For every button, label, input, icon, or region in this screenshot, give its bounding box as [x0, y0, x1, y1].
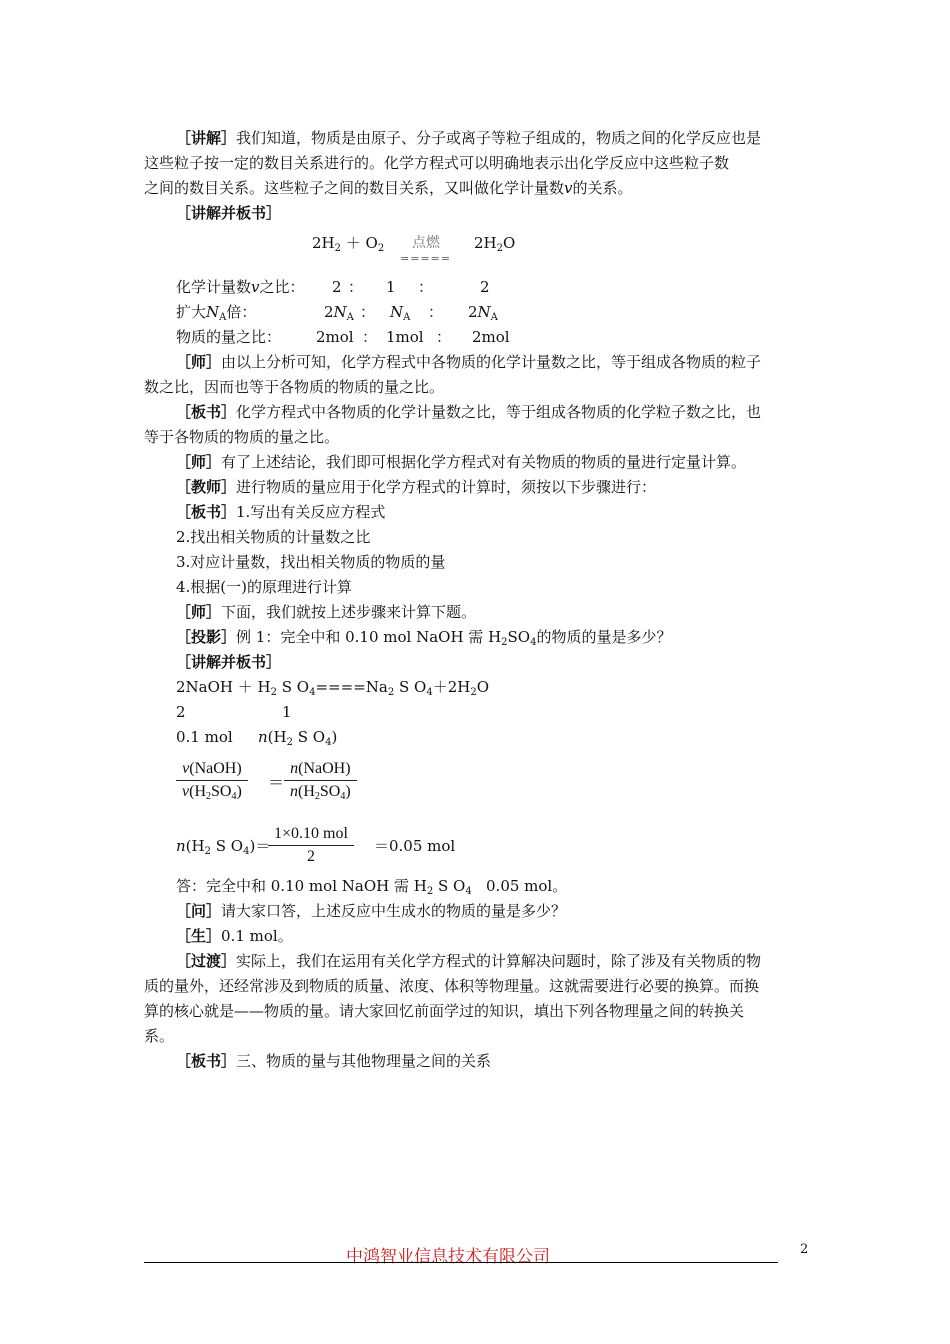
text: S O	[398, 678, 427, 696]
paragraph-teacher-3	[176, 477, 656, 497]
subscript: 2	[286, 737, 293, 748]
tag-label: ［生］	[176, 927, 222, 945]
text: 1.写出有关反应方程式	[236, 503, 386, 521]
tag-label: ［板书］	[176, 503, 237, 521]
text: S O	[281, 678, 310, 696]
text: SO	[211, 783, 232, 800]
footer-company-name: 中鸿智业信息技术有限公司	[346, 1247, 550, 1267]
denominator: 2	[306, 848, 315, 865]
ratio-colon: ：	[348, 278, 364, 296]
paragraph-line: 这些粒子按一定的数目关系进行的。化学方程式可以明确地表示出化学反应中这些粒子数	[144, 154, 730, 172]
fraction-calculation	[268, 823, 354, 868]
tag-label: ［讲解］	[176, 129, 237, 147]
ratio-value: 2	[332, 278, 342, 296]
symbol-n: n	[290, 783, 298, 800]
ratio-value	[324, 302, 354, 322]
text: S O	[297, 728, 326, 746]
paragraph-line: 质的量外，还经常涉及到物质的质量、浓度、体积等物理量。这就需要进行必要的换算。而换	[144, 977, 760, 995]
symbol-n: n	[176, 837, 186, 855]
text: ＋ O	[345, 234, 378, 252]
symbol-v: v	[251, 278, 260, 296]
text: SO	[319, 783, 341, 800]
answer	[176, 876, 567, 896]
text: 扩大	[176, 303, 207, 321]
numerator: 1×0.10 mol	[274, 825, 348, 842]
text: )＝	[249, 837, 271, 855]
paragraph-transition	[176, 951, 761, 971]
subscript: 2	[314, 791, 320, 802]
paragraph-line: 等于各物质的物质的量之比。	[144, 428, 340, 446]
tag-label: ［讲解并板书］	[176, 204, 282, 222]
equals-sign: ＝	[268, 775, 285, 792]
text: )	[331, 728, 338, 746]
paragraph-line: 系。	[144, 1027, 175, 1045]
subscript: 2	[206, 791, 211, 802]
text: (H	[298, 783, 315, 800]
subscript: 4	[530, 637, 537, 648]
text: O	[476, 678, 490, 696]
ratio-value	[468, 302, 498, 322]
paragraph-teacher-4	[176, 602, 476, 622]
step-1	[176, 502, 385, 522]
subscript: 2	[470, 687, 477, 698]
paragraph-line: 算的核心就是——物质的量。请大家回忆前面学过的知识，填出下列各物理量之间的转换关	[144, 1002, 745, 1020]
ratio-value: 1mol	[386, 328, 424, 346]
text: 实际上，我们在运用有关化学方程式的计算解决问题时，除了涉及有关物质的物	[236, 952, 762, 970]
ratio-colon: ：	[436, 328, 452, 346]
text: (H	[185, 837, 205, 855]
text: 2H	[474, 234, 497, 252]
text: 有了上述结论，我们即可根据化学方程式对有关物质的物质的量进行定量计算。	[221, 453, 747, 471]
symbol-v: v	[182, 760, 190, 777]
tag-heading	[176, 203, 281, 223]
subscript: 4	[426, 687, 433, 698]
ratio-row-coefficients	[176, 277, 305, 297]
step-2: 2.找出相关物质的计量数之比	[176, 528, 371, 546]
coefficient: 2	[176, 703, 186, 721]
text: ====Na	[315, 678, 388, 696]
subscript: A	[403, 312, 411, 323]
tag-label: ［师］	[176, 453, 222, 471]
text: 例 1：完全中和 0.10 mol NaOH 需 H	[236, 628, 502, 646]
text: (NaOH)	[298, 760, 351, 777]
subscript: A	[346, 312, 354, 323]
paragraph-teacher-2	[176, 452, 746, 472]
ratio-row-moles: 物质的量之比：	[176, 328, 282, 346]
text: 2NaOH ＋ H	[176, 678, 271, 696]
ratio-colon: ：	[360, 303, 376, 321]
amount	[258, 727, 337, 747]
text: 之间的数目关系。这些粒子之间的数目关系，又叫做化学计量数	[144, 179, 565, 197]
text: (H	[267, 728, 287, 746]
subscript: 2	[204, 846, 211, 857]
subscript: A	[219, 312, 227, 323]
reaction-arrow: =====	[400, 252, 452, 265]
text: O	[503, 234, 516, 252]
text: 下面，我们就按上述步骤来计算下题。	[221, 603, 477, 621]
symbol-N: N	[477, 303, 491, 321]
symbol-N: N	[390, 303, 404, 321]
subscript: 2	[270, 687, 277, 698]
subscript: A	[490, 312, 498, 323]
text: 的关系。	[572, 179, 633, 197]
amount: 0.1 mol	[176, 728, 233, 746]
subscript: 4	[340, 791, 346, 802]
paragraph-board-final	[176, 1051, 491, 1071]
subscript: 2	[334, 243, 341, 254]
example-1	[176, 627, 672, 647]
tag-label: ［问］	[176, 902, 222, 920]
footer-divider	[144, 1262, 778, 1263]
numerator	[284, 758, 356, 780]
tag-label: ［师］	[176, 353, 222, 371]
paragraph-board-1	[176, 402, 761, 422]
text: 化学计量数	[176, 278, 252, 296]
text: 由以上分析可知，化学方程式中各物质的化学计量数之比，等于组成各物质的粒子	[221, 353, 762, 371]
subscript: 4	[243, 846, 250, 857]
step-3: 3.对应计量数，找出相关物质的物质的量	[176, 553, 446, 571]
tag-label: ［教师］	[176, 478, 237, 496]
tag-label: ［板书］	[176, 1052, 237, 1070]
text: 请大家口答，上述反应中生成水的物质的量是多少？	[221, 902, 567, 920]
text: 2	[468, 303, 478, 321]
fraction-v-ratio	[176, 758, 248, 803]
equation-2	[176, 677, 489, 697]
numerator	[176, 758, 248, 780]
subscript: 4	[465, 886, 472, 897]
text: 我们知道，物质是由原子、分子或离子等粒子组成的，物质之间的化学反应也是	[236, 129, 762, 147]
ratio-value: 2	[480, 278, 490, 296]
text: 之比：	[259, 278, 305, 296]
text: SO	[507, 628, 531, 646]
paragraph-explanation-1	[176, 128, 761, 148]
symbol-v: v	[182, 783, 190, 800]
ratio-colon: ：	[418, 278, 434, 296]
text: 0.05 mol。	[486, 877, 568, 895]
tag-label: ［板书］	[176, 403, 237, 421]
text: ＋2H	[432, 678, 471, 696]
text: 答：完全中和 0.10 mol NaOH 需 H	[176, 877, 427, 895]
ratio-colon: ：	[428, 303, 444, 321]
ratio-colon: ：	[362, 328, 378, 346]
text: 0.1 mol。	[221, 927, 293, 945]
fraction-n-ratio	[284, 758, 357, 803]
text: 的物质的量是多少？	[536, 628, 672, 646]
ratio-value	[390, 302, 410, 322]
subscript: 4	[231, 791, 237, 802]
text: )	[345, 783, 351, 800]
text: S O	[437, 877, 466, 895]
page-number: 2	[800, 1242, 809, 1257]
text: )	[236, 783, 242, 800]
text: 2	[324, 303, 334, 321]
ratio-value: 1	[386, 278, 396, 296]
symbol-n: n	[290, 760, 299, 777]
denominator	[284, 781, 357, 803]
equation-1-left	[312, 233, 384, 253]
symbol-n: n	[258, 728, 268, 746]
text: 三、物质的量与其他物理量之间的关系	[236, 1052, 492, 1070]
symbol-v: v	[564, 179, 573, 197]
ratio-value: 2mol	[472, 328, 510, 346]
tag-label: ［师］	[176, 603, 222, 621]
coefficient: 1	[282, 703, 292, 721]
denominator	[176, 781, 248, 803]
subscript: 2	[496, 243, 503, 254]
tag-label: ［投影］	[176, 628, 237, 646]
paragraph-question	[176, 901, 566, 921]
ratio-row-avogadro	[176, 302, 256, 322]
subscript: 4	[309, 687, 316, 698]
calculation-lhs	[176, 836, 270, 856]
text: 进行物质的量应用于化学方程式的计算时，须按以下步骤进行：	[236, 478, 657, 496]
tag-label: ［讲解并板书］	[176, 653, 282, 671]
subscript: 2	[377, 243, 385, 254]
step-4: 4.根据(一)的原理进行计算	[176, 578, 353, 596]
text: S O	[215, 837, 244, 855]
text: 化学方程式中各物质的化学计量数之比，等于组成各物质的化学粒子数之比，也	[236, 403, 762, 421]
text: (H	[189, 783, 206, 800]
symbol-N: N	[333, 303, 347, 321]
subscript: 2	[501, 637, 508, 648]
subscript: 2	[426, 886, 434, 897]
calculation-result: ＝0.05 mol	[374, 837, 456, 855]
text: 2H	[312, 234, 335, 252]
ratio-value: 2mol	[316, 328, 354, 346]
equation-1-right	[474, 233, 515, 253]
reaction-condition: 点燃	[412, 235, 440, 251]
paragraph-line	[144, 178, 633, 198]
text: 倍：	[226, 303, 257, 321]
text: (NaOH)	[189, 760, 242, 777]
subscript: 2	[387, 687, 395, 698]
paragraph-student	[176, 926, 293, 946]
subscript: 4	[325, 737, 332, 748]
paragraph-line: 数之比，因而也等于各物质的物质的量之比。	[144, 378, 445, 396]
paragraph-teacher-1	[176, 352, 761, 372]
tag-heading	[176, 652, 281, 672]
tag-label: ［过渡］	[176, 952, 237, 970]
symbol-N: N	[206, 303, 220, 321]
